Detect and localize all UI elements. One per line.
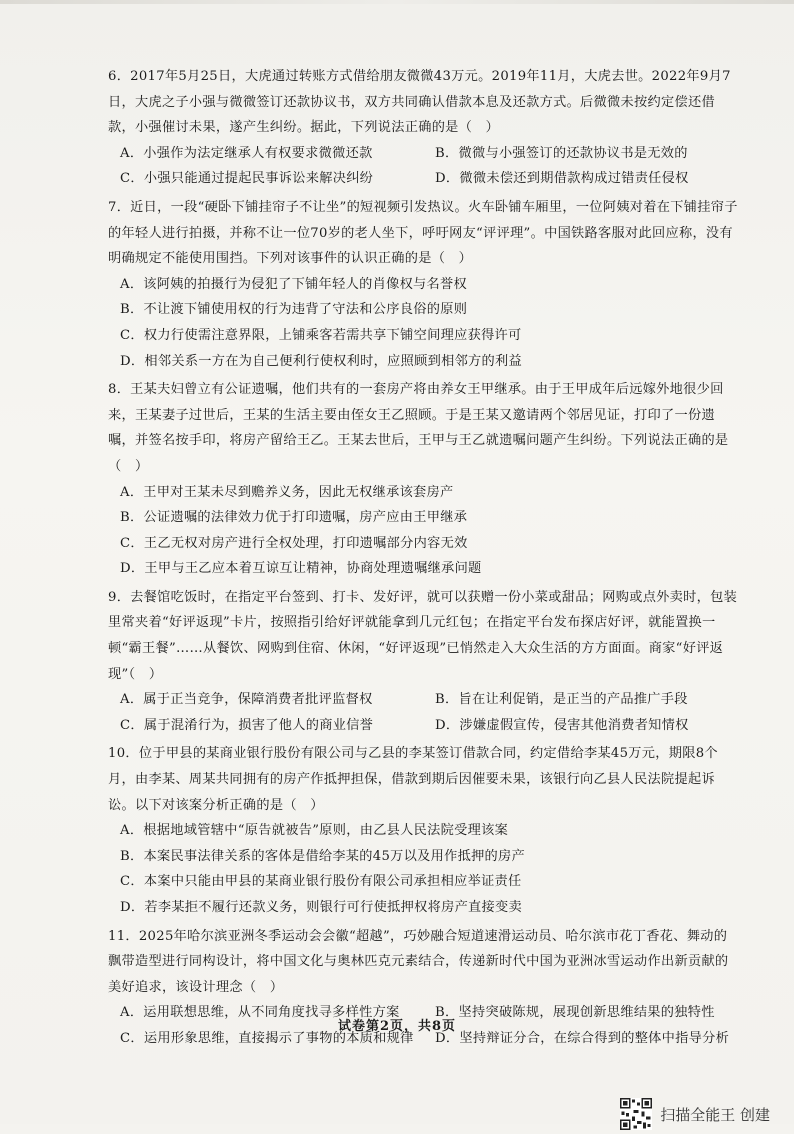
option-b: B．公证遗嘱的法律效力优于打印遗嘱，房产应由王甲继承 — [120, 510, 468, 526]
option-a: A．该阿姨的拍摄行为侵犯了下铺年轻人的肖像权与名誉权 — [120, 276, 468, 292]
option-b: B．微微与小强签订的还款协议书是无效的 — [435, 145, 688, 161]
options — [108, 272, 738, 374]
option-c: C．王乙无权对房产进行全权处理，打印遗嘱部分内容无效 — [120, 535, 468, 551]
question-6 — [108, 64, 738, 192]
options — [108, 687, 738, 738]
options — [108, 141, 738, 192]
option-d: D．涉嫌虚假宣传，侵害其他消费者知情权 — [435, 717, 689, 733]
question-stem: 9．去餐馆吃饭时，在指定平台签到、打卡、发好评，就可以获赠一份小菜或甜品；网购或点外卖时，包装里常夹着“好评返现”卡片，按照指引给好评就能拿到几元红包；在指定平台发布探店好评，就能置换一顿“霸王餐”……从餐饮、网购到住宿、休闲，“好评返现”已悄然走入大众生活的方方面面。商家“好评返现”（ ） — [108, 589, 738, 682]
option-a: A．根据地域管辖中“原告就被告”原则，由乙县人民法院受理该案 — [120, 823, 509, 839]
option-c: C．小强只能通过提起民事诉讼来解决纠纷 — [120, 171, 374, 187]
option-a: A．运用联想思维，从不同角度找寻多样性方案 — [120, 1005, 400, 1021]
options — [108, 818, 738, 920]
scan-edge — [0, 0, 794, 4]
question-stem: 11．2025年哈尔滨亚洲冬季运动会会徽“超越”，巧妙融合短道速滑运动员、哈尔滨市花丁香花、舞动的飘带造型进行同构设计，将中国文化与奥林匹克元素结合，传递新时代中国为亚洲冰雪运动作出新贡献的美好追求，该设计理念（ ） — [108, 928, 729, 995]
scanner-watermark — [620, 1094, 770, 1134]
question-stem: 8．王某夫妇曾立有公证遗嘱，他们共有的一套房产将由养女王甲继承。由于王甲成年后远嫁外地很少回来，王某妻子过世后，王某的生活主要由侄女王乙照顾。于是王某又邀请两个邻居见证，打印了一份遗嘱，并签名按手印，将房产留给王乙。王某去世后，王甲与王乙就遗嘱问题产生纠纷。下列说法正确的是（ ） — [108, 382, 729, 474]
option-b: B．旨在让利促销，是正当的产品推广手段 — [435, 692, 688, 708]
option-c: C．权力行使需注意界限，上铺乘客若需共享下铺空间理应获得许可 — [120, 327, 522, 343]
option-a: A．属于正当竞争，保障消费者批评监督权 — [120, 692, 373, 708]
option-d: D．若李某拒不履行还款义务，则银行可行使抵押权将房产直接变卖 — [120, 900, 523, 915]
option-d: D．坚持辩证分合，在综合得到的整体中指导分析 — [435, 1030, 730, 1046]
watermark-text: 扫描全能王 创建 — [660, 1105, 770, 1124]
question-stem: 7．近日，一段“硬卧下铺挂帘子不让坐”的短视频引发热议。火车卧铺车厢里，一位阿姨对着在下铺挂帘子的年轻人进行拍摄，并称不让一位70岁的老人坐下，呼吁网友“评评理”。中国铁路客服对此回应称，没有明确规定不能使用围挡。下列对该事件的认识正确的是（ ） — [108, 199, 738, 267]
option-b: B．坚持突破陈规，展现创新思维结果的独特性 — [435, 1005, 715, 1021]
option-c: C．运用形象思维，直接揭示了事物的本质和规律 — [120, 1030, 414, 1046]
option-d: D．相邻关系一方在为自己便利行使权利时，应照顾到相邻方的利益 — [120, 353, 523, 369]
question-stem: 6．2017年5月25日，大虎通过转账方式借给朋友微微43万元。2019年11月，大虎去世。2022年9月7日，大虎之子小强与微微签订还款协议书，双方共同确认借款本息及还款方式。后微微未按约定偿还借款，小强催讨未果，遂产生纠纷。据此，下列说法正确的是（ ） — [108, 69, 731, 136]
question-7 — [108, 195, 738, 374]
option-a: A．王甲对王某未尽到赡养义务，因此无权继承该套房产 — [120, 484, 454, 500]
options — [108, 480, 738, 582]
question-8 — [108, 377, 738, 582]
option-b: B．不让渡下铺使用权的行为违背了守法和公序良俗的原则 — [120, 302, 468, 318]
question-9 — [108, 585, 738, 739]
option-c: C．属于混淆行为，损害了他人的商业信誉 — [120, 717, 374, 733]
qr-code-icon — [620, 1098, 652, 1130]
question-10 — [108, 741, 738, 920]
option-a: A．小强作为法定继承人有权要求微微还款 — [120, 145, 373, 161]
option-d: D．王甲与王乙应本着互谅互让精神，协商处理遗嘱继承问题 — [120, 561, 482, 577]
option-c: C．本案中只能由甲县的某商业银行股份有限公司承担相应举证责任 — [120, 874, 522, 890]
question-list — [108, 64, 738, 1055]
option-b: B．本案民事法律关系的客体是借给李某的45万以及用作抵押的房产 — [120, 848, 526, 864]
option-d: D．微微未偿还到期借款构成过错责任侵权 — [435, 171, 689, 187]
question-stem: 10．位于甲县的某商业银行股份有限公司与乙县的李某签订借款合同，约定借给李某45万元，期限8个月，由李某、周某共同拥有的房产作抵押担保，借款到期后因催要未果，该银行向乙县人民法院提起诉讼。以下对该案分析正确的是（ ） — [108, 746, 718, 813]
page-footer: 试卷第2页，共8页 — [337, 1019, 457, 1034]
